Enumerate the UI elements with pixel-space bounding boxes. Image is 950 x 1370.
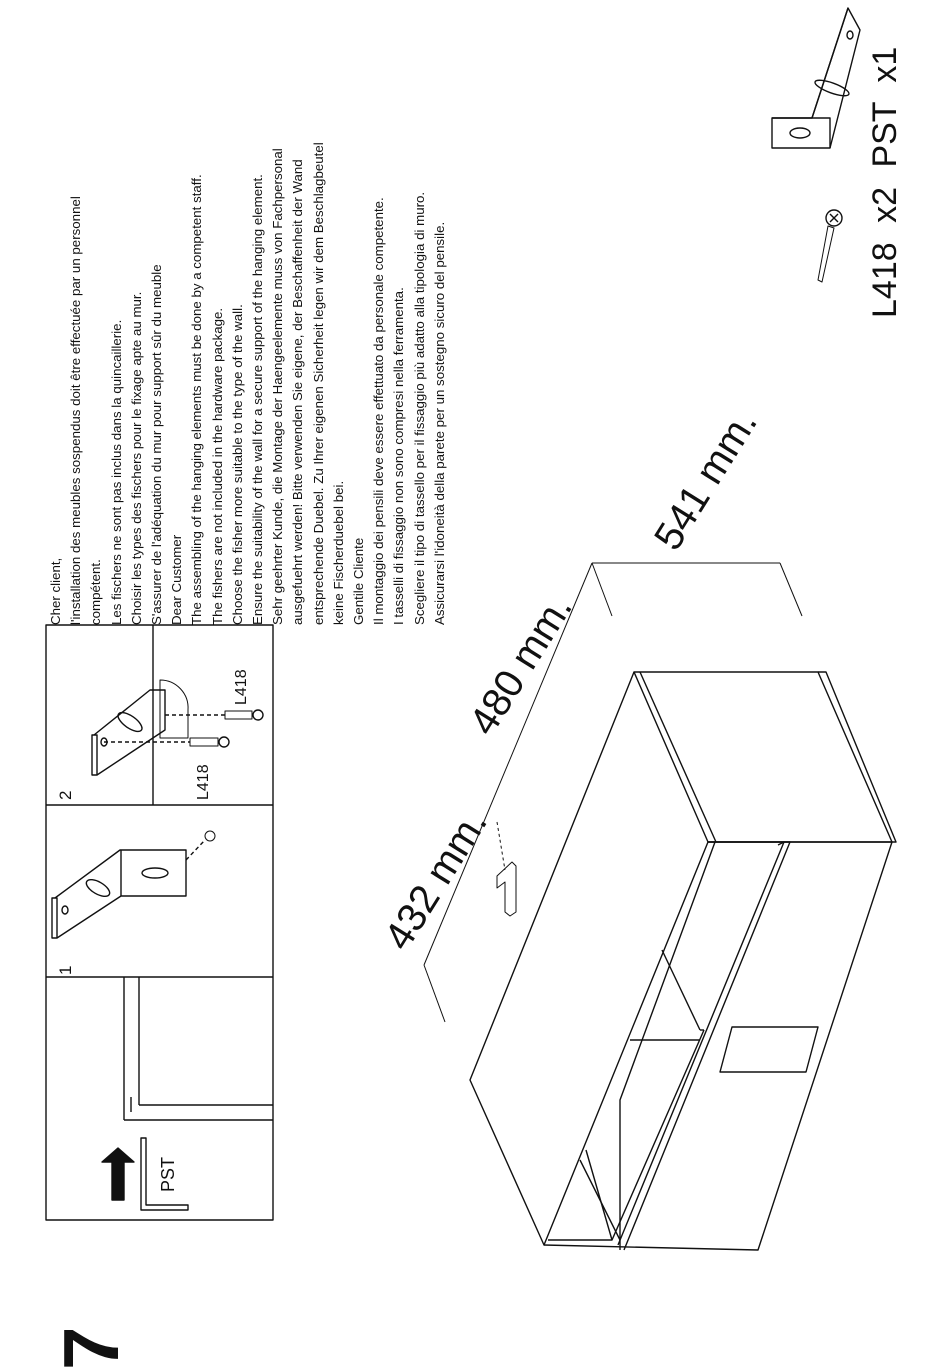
instruction-line: ausgefuehrt werden! Bitte verwenden Sie eigene, der Beschaffenheit der Wand bbox=[290, 159, 306, 625]
l418-label-left: L418 bbox=[195, 764, 212, 800]
hardware-parts bbox=[772, 8, 860, 282]
dimension-width: 541 mm. bbox=[646, 402, 766, 558]
instruction-line: Scegliere il tipo di tassello per il fissaggio più adatto alla tipologia di muro. bbox=[411, 191, 427, 625]
instruction-line: S'assurer de l'adéquation du mur pour support sûr du meuble bbox=[149, 264, 165, 625]
instruction-line: Choose the fisher more suitable to the type of the wall. bbox=[229, 304, 245, 625]
step-number: 7 bbox=[47, 1326, 135, 1370]
instructions-text bbox=[46, 142, 450, 625]
pst-label: PST bbox=[158, 1156, 178, 1192]
wall-mount-detail bbox=[102, 977, 273, 1210]
cabinet-drawing bbox=[470, 672, 896, 1250]
instruction-line: Cher client, bbox=[48, 557, 63, 625]
parts-list-label: L418 x2 PST x1 bbox=[866, 46, 904, 318]
instruction-line: The fishers are not included in the hardware package. bbox=[209, 307, 225, 625]
instruction-line: compétent. bbox=[88, 559, 104, 625]
panel-number-1: 1 bbox=[56, 965, 75, 975]
instruction-line: Il montaggio dei pensili deve essere effettuato da personale competente. bbox=[371, 197, 387, 625]
dimension-height: 480 mm. bbox=[461, 587, 581, 743]
instruction-line: l'installation des meubles sospendus doit être effectuée par un personnel bbox=[68, 196, 84, 625]
bracket-detail bbox=[52, 831, 215, 938]
instruction-line: I tasselli di fissaggio non sono compresi nella ferramenta. bbox=[391, 287, 407, 625]
instruction-line: entsprechende Duebel. Zu Ihrer eigenen Sicherheit legen wir dem Beschlagbeutel bbox=[310, 142, 326, 625]
instruction-line: Choisir les types des fischers pour le fixage apte au mur. bbox=[128, 291, 144, 625]
dimension-depth: 432 mm. bbox=[376, 802, 496, 958]
l418-label-right: L418 bbox=[233, 669, 250, 705]
instruction-line: Les fischers ne sont pas inclus dans la quincaillerie. bbox=[108, 319, 124, 625]
instruction-line: keine Fischerduebel bei. bbox=[330, 480, 346, 625]
instruction-line: Ensure the suitability of the wall for a secure support of the hanging element. bbox=[250, 174, 266, 625]
instruction-line: Assicurarsi l'idoneità della parete per un sostegno sicuro del pensile. bbox=[431, 221, 447, 625]
screw-detail bbox=[92, 625, 263, 805]
instruction-line: The assembling of the hanging elements must be done by a competent staff. bbox=[189, 174, 205, 625]
instruction-line: Dear Customer bbox=[169, 534, 185, 625]
instruction-line: Sehr geehrter Kunde, die Montage der Haengeelemente muss von Fachpersonal bbox=[270, 148, 286, 625]
panel-number-2: 2 bbox=[56, 790, 75, 800]
instruction-line: Gentile Cliente bbox=[351, 537, 367, 625]
